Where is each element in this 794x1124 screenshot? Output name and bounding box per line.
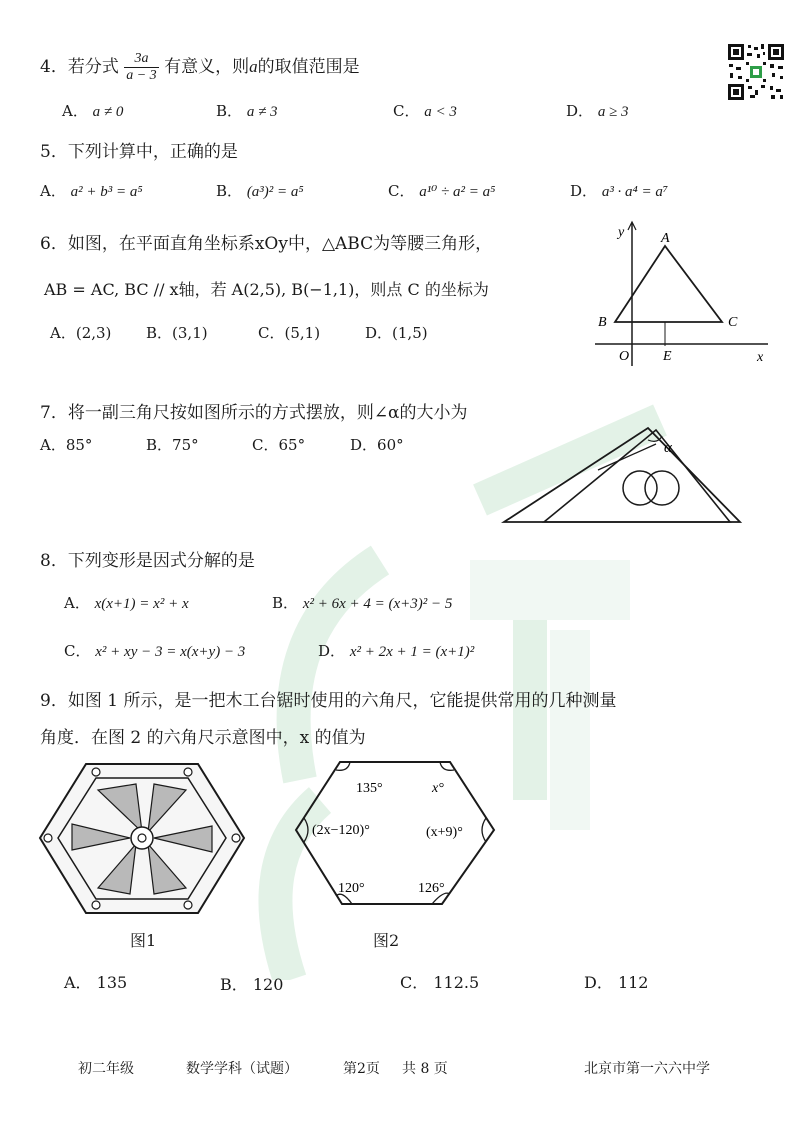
q9-option-d[interactable]: D． 112	[584, 973, 649, 992]
question-4-tail: 的取值范围是	[257, 57, 360, 77]
question-6-line-2: AB = AC, BC // x轴，若 A(2,5), B(−1,1)，则点 C 的坐标为	[44, 280, 489, 299]
q6-option-a[interactable]: A．(2,3)	[50, 324, 112, 342]
question-7: 7．将一副三角尺按如图所示的方式摆放，则∠α的大小为	[40, 403, 468, 423]
question-4	[40, 51, 360, 84]
angle-left: (2x−120)°	[312, 823, 370, 838]
fraction-numerator: 3a	[124, 51, 158, 68]
q9-option-b[interactable]: B． 120	[220, 975, 284, 994]
q8-option-c[interactable]: C． x² + xy − 3 = x(x+y) − 3	[64, 642, 246, 660]
angle-bottom-left: 120°	[338, 881, 365, 896]
label-a: A	[661, 231, 670, 246]
q9-option-a[interactable]: A． 135	[64, 973, 128, 992]
fraction-denominator: a − 3	[126, 68, 157, 83]
label-x: x	[757, 350, 764, 365]
q4-option-a[interactable]: A． a ≠ 0	[62, 102, 124, 120]
question-4-variable: a	[249, 57, 258, 76]
q7-option-d[interactable]: D．60°	[350, 436, 404, 454]
footer-grade: 初二年级	[78, 1061, 134, 1077]
label-alpha: α	[664, 440, 672, 456]
center-hub	[131, 827, 153, 849]
footer-subject: 数学学科（试题）	[186, 1061, 298, 1077]
question-4-number: 4．	[40, 57, 68, 77]
q7-option-c[interactable]: C．65°	[252, 436, 306, 454]
q9-figure-2-hex-diagram	[290, 758, 500, 908]
overlap-edge	[598, 444, 656, 470]
question-4-fraction	[124, 51, 158, 84]
triangle-abc	[615, 246, 722, 322]
footer-total-pages: 共 8 页	[402, 1061, 448, 1077]
q6-figure-triangle	[590, 218, 775, 368]
question-9-line-1: 9．如图 1 所示，是一把木工台锯时使用的六角尺，它能提供常用的几种测量	[40, 691, 617, 711]
footer-page: 第2页	[343, 1061, 380, 1077]
large-triangle	[504, 428, 740, 522]
angle-top-right: x°	[432, 781, 444, 796]
label-o: O	[619, 349, 630, 364]
label-b: B	[598, 315, 607, 330]
q8-option-b[interactable]: B． x² + 6x + 4 = (x+3)² − 5	[272, 594, 453, 612]
q4-option-c[interactable]: C． a < 3	[393, 102, 457, 120]
q9-figure-1-hex-ruler	[36, 760, 248, 918]
question-8: 8．下列变形是因式分解的是	[40, 551, 255, 571]
label-y: y	[618, 225, 625, 240]
question-4-prefix: 若分式	[67, 57, 119, 77]
question-9-line-2: 角度．在图 2 的六角尺示意图中，x 的值为	[40, 728, 366, 748]
q4-option-d[interactable]: D． a ≥ 3	[566, 102, 629, 120]
second-triangle	[544, 430, 730, 522]
q7-figure-set-squares	[498, 420, 746, 530]
label-e: E	[663, 349, 672, 364]
q5-option-b[interactable]: B． (a³)² = a⁵	[216, 182, 304, 200]
q5-option-a[interactable]: A． a² + b³ = a⁵	[40, 182, 143, 200]
q4-option-b[interactable]: B． a ≠ 3	[216, 102, 278, 120]
q7-option-a[interactable]: A．85°	[40, 436, 93, 454]
question-5: 5．下列计算中，正确的是	[40, 142, 238, 162]
angle-right: (x+9)°	[426, 825, 463, 840]
hole-left	[623, 471, 657, 505]
qr-code	[726, 42, 786, 102]
q5-option-c[interactable]: C． a¹⁰ ÷ a² = a⁵	[388, 182, 496, 200]
label-c: C	[728, 315, 738, 330]
figure-1-caption: 图1	[130, 931, 157, 950]
q6-option-c[interactable]: C．(5,1)	[258, 324, 321, 342]
q6-option-d[interactable]: D．(1,5)	[365, 324, 428, 342]
figure-2-caption: 图2	[373, 931, 400, 950]
q5-option-d[interactable]: D． a³ · a⁴ = a⁷	[570, 182, 669, 200]
q8-option-a[interactable]: A． x(x+1) = x² + x	[64, 594, 189, 612]
angle-top-left: 135°	[356, 781, 383, 796]
hole-right	[645, 471, 679, 505]
q6-option-b[interactable]: B．(3,1)	[146, 324, 208, 342]
angle-bottom-right: 126°	[418, 881, 445, 896]
question-4-mid: 有意义，则	[164, 57, 250, 77]
q7-option-b[interactable]: B．75°	[146, 436, 199, 454]
q8-option-d[interactable]: D． x² + 2x + 1 = (x+1)²	[318, 642, 475, 660]
question-6-line-1: 6．如图，在平面直角坐标系xOy中，△ABC为等腰三角形，	[40, 234, 493, 254]
footer-school: 北京市第一六六中学	[584, 1061, 710, 1077]
q9-option-c[interactable]: C． 112.5	[400, 973, 480, 992]
